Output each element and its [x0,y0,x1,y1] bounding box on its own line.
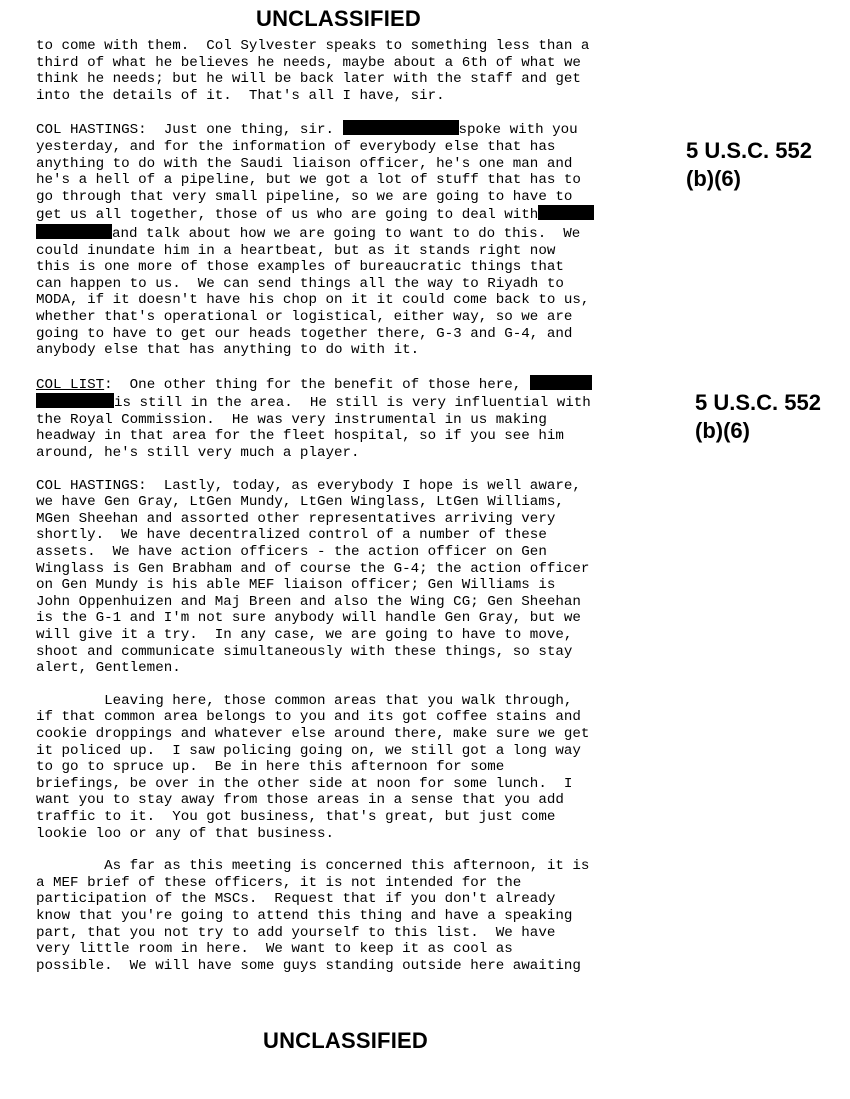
text-line: if that common area belongs to you and its got coffee stains and [36,709,581,726]
text-line: possible. We will have some guys standing outside here awaiting [36,957,581,974]
text-line: lookie loo or any of that business. [36,825,334,842]
text-line: traffic to it. You got business, that's great, but just come [36,808,556,825]
paragraph-5 [36,693,696,842]
text-line: : One other thing for the benefit of those here, [104,376,530,393]
exemption-code: (b)(6) [695,418,750,443]
text-line: to go to spruce up. Be in here this afternoon for some [36,759,505,776]
text-line: to come with them. Col Sylvester speaks to something less than a [36,38,590,54]
exemption-note [686,137,812,193]
text-line: assets. We have action officers - the action officer on Gen [36,544,547,561]
text-line: know that you're going to attend this thing and have a speaking [36,907,573,924]
text-line: go through that very small pipeline, so we are going to have to [36,188,573,205]
text-line: alert, Gentlemen. [36,660,181,677]
text-line: he's a hell of a pipeline, but we got a lot of stuff that has to [36,172,581,189]
paragraph-2 [36,120,696,358]
text-line: part, that you not try to add yourself to this list. We have [36,924,556,941]
text-line: third of what he believes he needs, maybe about a 6th of what we [36,54,581,71]
text-line: want you to stay away from those areas in a sense that you add [36,792,564,809]
redaction-block [343,120,459,135]
text-line: get us all together, those of us who are going to deal with [36,207,539,224]
text-line: around, he's still very much a player. [36,445,360,462]
text-line: Leaving here, those common areas that you walk through, [36,692,573,709]
text-line: As far as this meeting is concerned this afternoon, it is [36,858,590,875]
text-line: MGen Sheehan and assorted other representatives arriving very [36,510,556,527]
text-line: is the G-1 and I'm not sure anybody will handle Gen Gray, but we [36,610,581,627]
text-line: very little room in here. We want to keep it as cool as [36,941,513,958]
exemption-citation: 5 U.S.C. 552 [695,390,821,415]
text-line: is still in the area. He still is very influential with [114,395,591,412]
text-line: shoot and communicate simultaneously with these things, so stay [36,643,573,660]
transcript-body [36,38,696,990]
text-line: anybody else that has anything to do with it. [36,342,420,359]
redaction-block [36,224,112,239]
text-line: participation of the MSCs. Request that if you don't already [36,891,556,908]
text-line: we have Gen Gray, LtGen Mundy, LtGen Winglass, LtGen Williams, [36,494,564,511]
text-line: going to have to get our heads together there, G-3 and G-4, and [36,325,573,342]
text-line: whether that's operational or logistical, either way, so we are [36,308,573,325]
text-line: spoke with you [458,122,578,139]
text-line: yesterday, and for the information of everybody else that has [36,138,556,155]
text-line: the Royal Commission. He was very instrumental in us making [36,411,547,428]
text-line: Winglass is Gen Brabham and of course the G-4; the action officer [36,560,590,577]
paragraph-4 [36,478,696,677]
text-line: cookie droppings and whatever else around there, make sure we get [36,725,590,742]
text-line: briefings, be over in the other side at noon for some lunch. I [36,775,573,792]
text-line: will give it a try. In any case, we are going to have to move, [36,627,573,643]
paragraph-6 [36,858,696,974]
text-line: on Gen Mundy is his able MEF liaison officer; Gen Williams is [36,577,556,594]
exemption-citation: 5 U.S.C. 552 [686,138,812,163]
redaction-block [538,205,594,220]
text-line: it policed up. I saw policing going on, we still got a long way [36,742,581,759]
text-line: a MEF brief of these officers, it is not intended for the [36,874,522,891]
redaction-block [36,393,114,408]
redaction-block [530,375,592,390]
text-line: anything to do with the Saudi liaison officer, he's one man and [36,155,573,172]
text-line: headway in that area for the fleet hospital, so if you see him [36,428,564,445]
text-line: and talk about how we are going to want to do this. We [112,225,581,242]
paragraph-3 [36,375,696,462]
text-line: John Oppenhuizen and Maj Breen and also the Wing CG; Gen Sheehan [36,593,581,610]
paragraph-1 [36,38,696,104]
footer-classification: UNCLASSIFIED [263,1028,428,1053]
text-line: shortly. We have decentralized control of a number of these [36,527,547,544]
header-classification: UNCLASSIFIED [256,6,421,31]
exemption-note [695,389,821,445]
exemption-code: (b)(6) [686,166,741,191]
text-line: can happen to us. We can send things all the way to Riyadh to [36,275,564,292]
text-line: think he needs; but he will be back later with the staff and get [36,71,581,88]
text-line: this is one more of those examples of bureaucratic things that [36,259,564,276]
text-line: COL HASTINGS: Just one thing, sir. [36,122,343,139]
text-line: could inundate him in a heartbeat, but as it stands right now [36,242,556,259]
text-line: into the details of it. That's all I have, sir. [36,87,445,104]
text-line: COL HASTINGS: Lastly, today, as everybody I hope is well aware, [36,477,581,494]
speaker-name: COL LIST [36,376,105,393]
text-line: MODA, if it doesn't have his chop on it it could come back to us, [36,292,590,309]
